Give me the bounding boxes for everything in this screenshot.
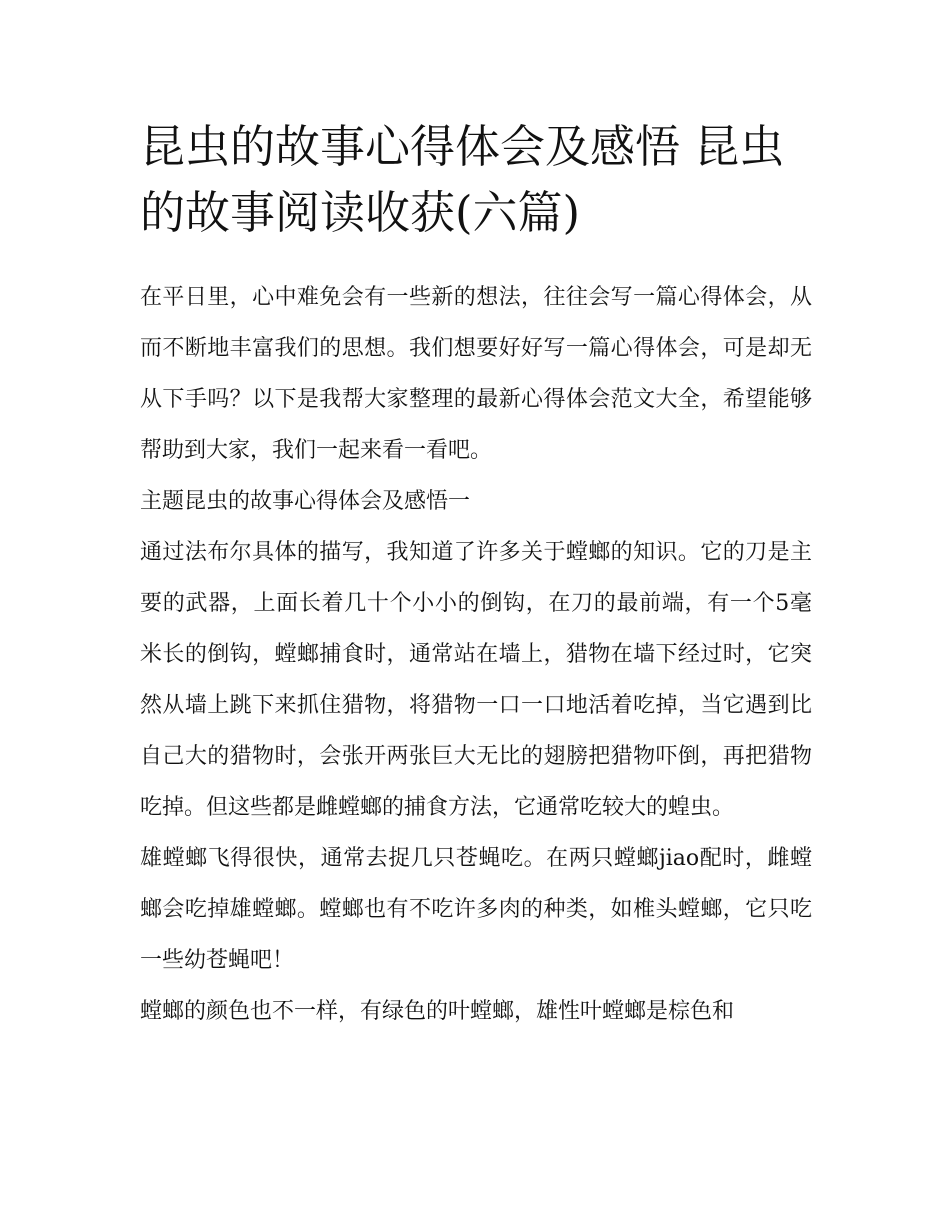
- section-heading: 主题昆虫的故事心得体会及感悟一: [140, 489, 471, 514]
- body-paragraph: 通过法布尔具体的描写，我知道了许多关于螳螂的知识。它的刀是主要的武器，上面长着几十个小小的倒钩，在刀的最前端，有一个5毫米长的倒钩，螳螂捕食时，通常站在墙上，猎物在墙下经过时，它突然从墙上跳下来抓住猎物，将猎物一口一口地活着吃掉，当它遇到比自己大的猎物时，会张开两张巨大无比的翅膀把猎物吓倒，再把猎物吃掉。但这些都是雌螳螂的捕食方法，它通常吃较大的蝗虫。: [140, 540, 812, 820]
- intro-paragraph: 在平日里，心中难免会有一些新的想法，往往会写一篇心得体会，从而不断地丰富我们的思想。我们想要好好写一篇心得体会，可是却无从下手吗？以下是我帮大家整理的最新心得体会范文大全，希望能够帮助到大家，我们一起来看一看吧。: [140, 285, 812, 463]
- document-title: 昆虫的故事心得体会及感悟 昆虫的故事阅读收获(六篇): [140, 120, 785, 239]
- body-paragraph: 螳螂的颜色也不一样，有绿色的叶螳螂，雄性叶螳螂是棕色和: [140, 999, 735, 1024]
- body-paragraph: 雄螳螂飞得很快，通常去捉几只苍蝇吃。在两只螳螂jiao配时，雌螳螂会吃掉雄螳螂。螳螂也有不吃许多肉的种类，如椎头螳螂，它只吃一些幼苍蝇吧！: [140, 846, 812, 973]
- document-body: [140, 272, 812, 1037]
